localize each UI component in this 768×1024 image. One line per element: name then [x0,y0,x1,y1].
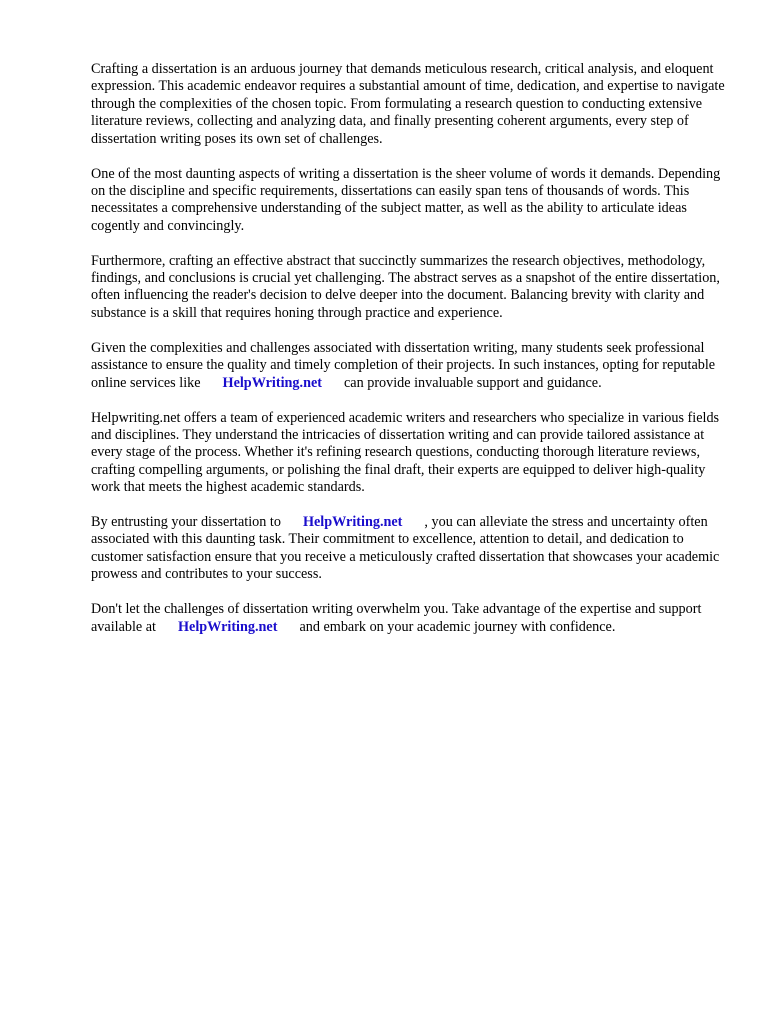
paragraph-text-before-link: Given the complexities and challenges associated with dissertation writing, many students seek professional assistance to ensure the quality and timely completion of their projects. In such instances, opting for reputable online services like [91,339,716,391]
paragraph-text-before-link: Don't let the challenges of dissertation writing overwhelm you. Take advantage of the expertise and support available at [91,601,702,635]
paragraph-word-volume: One of the most daunting aspects of writing a dissertation is the sheer volume of words it demands. Depending on the discipline and specific requirements, dissertations can easily span tens of thousands of words. This necessitates a comprehensive understanding of the subject matter, as well as the ability to articulate ideas cogently and convincingly. [91,165,721,234]
paragraph-team: Helpwriting.net offers a team of experienced academic writers and researchers who specialize in various fields and disciplines. They understand the intricacies of dissertation writing and can provide tailored assistance at every stage of the process. Whether it's refining research questions, conducting thorough literature reviews, crafting compelling arguments, or polishing the final draft, their experts are equipped to deliver high-quality work that meets the highest academic standards. [91,409,720,496]
paragraph-text-after-link: , you can alleviate the stress and uncertainty often associated with this daunting task. Their commitment to excellence, attention to detail, and dedication to customer satisfaction ensure that you receive a meticulously crafted dissertation that showcases your academic prowess and contributes to your success. [91,514,720,583]
paragraph-text-after-link: and embark on your academic journey with confidence. [299,618,616,635]
document-page [91,61,731,653]
paragraph-text-before-link: By entrusting your dissertation to [91,514,281,531]
paragraph-entrusting [91,514,731,584]
helpwriting-link[interactable]: HelpWriting.net [222,374,322,391]
paragraph-intro: Crafting a dissertation is an arduous journey that demands meticulous research, critical analysis, and eloquent expression. This academic endeavor requires a substantial amount of time, dedication, and expertise to navigate through the complexities of the chosen topic. From formulating a research question to conducting extensive literature reviews, collecting and analyzing data, and finally presenting coherent arguments, every step of dissertation writing poses its own set of challenges. [91,61,725,147]
paragraph-call-to-action [91,601,731,636]
helpwriting-link[interactable]: HelpWriting.net [302,514,403,531]
helpwriting-link[interactable]: HelpWriting.net [178,618,278,635]
paragraph-text-after-link: can provide invaluable support and guidance. [343,374,602,391]
paragraph-professional-assistance [91,340,731,392]
paragraph-abstract: Furthermore, crafting an effective abstract that succinctly summarizes the research objectives, methodology, findings, and conclusions is crucial yet challenging. The abstract serves as a snapshot of the entire dissertation, often influencing the reader's decision to delve deeper into the document. Balancing brevity with clarity and substance is a skill that requires honing through practice and experience. [91,252,720,321]
